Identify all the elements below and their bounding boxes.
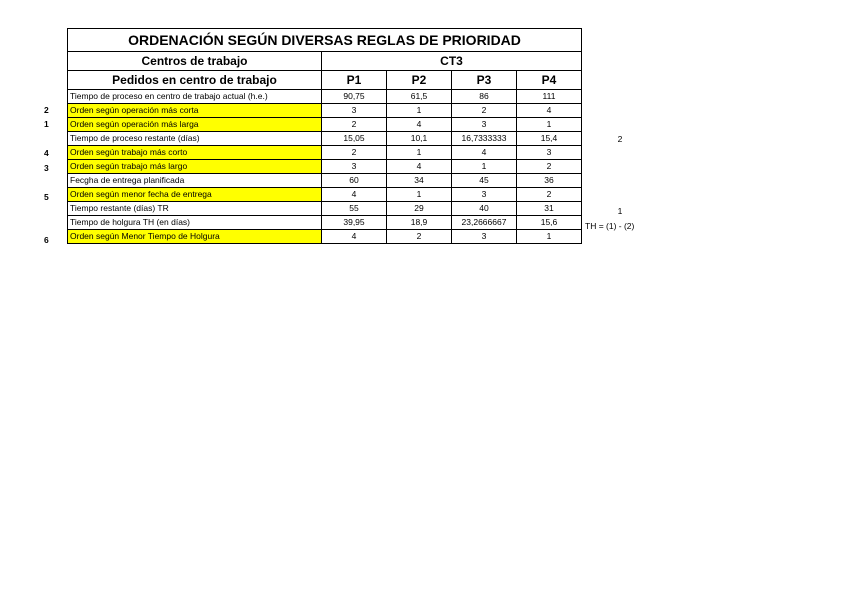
cell-p2[interactable]: 1: [387, 188, 452, 202]
cell-p3[interactable]: 45: [452, 174, 517, 188]
cell-p4[interactable]: 111: [517, 90, 582, 104]
row-label[interactable]: Orden según menor fecha de entrega: [68, 188, 322, 202]
row-number: 3: [44, 162, 49, 173]
cell-p2[interactable]: 4: [387, 118, 452, 132]
pedidos-label[interactable]: Pedidos en centro de trabajo: [68, 71, 322, 90]
cell-p1[interactable]: 90,75: [322, 90, 387, 104]
cell-p3[interactable]: 2: [452, 104, 517, 118]
row-number: 2: [44, 104, 49, 115]
priority-rules-table: [67, 28, 582, 244]
cell-p2[interactable]: 1: [387, 104, 452, 118]
table-row: [68, 118, 582, 132]
table-row: [68, 174, 582, 188]
cell-p3[interactable]: 40: [452, 202, 517, 216]
cell-p2[interactable]: 29: [387, 202, 452, 216]
table-row: [68, 216, 582, 230]
cell-p2[interactable]: 34: [387, 174, 452, 188]
row-label[interactable]: Tiempo de proceso restante (días): [68, 132, 322, 146]
table-row: [68, 188, 582, 202]
cell-p4[interactable]: 1: [517, 118, 582, 132]
row-label[interactable]: Orden según operación más corta: [68, 104, 322, 118]
row-label[interactable]: Orden según trabajo más largo: [68, 160, 322, 174]
cell-p1[interactable]: 2: [322, 146, 387, 160]
cell-p1[interactable]: 39,95: [322, 216, 387, 230]
row-label[interactable]: Orden según trabajo más corto: [68, 146, 322, 160]
cell-p1[interactable]: 15,05: [322, 132, 387, 146]
row-label[interactable]: Fecgha de entrega planificada: [68, 174, 322, 188]
row-number: 6: [44, 235, 49, 245]
cell-p4[interactable]: 15,6: [517, 216, 582, 230]
cell-p1[interactable]: 55: [322, 202, 387, 216]
centros-label[interactable]: Centros de trabajo: [68, 52, 322, 71]
row-number: 4: [44, 148, 49, 158]
row-label[interactable]: Orden según operación más larga: [68, 118, 322, 132]
table-title[interactable]: ORDENACIÓN SEGÚN DIVERSAS REGLAS DE PRIORIDAD: [68, 29, 582, 52]
row-number: 5: [44, 191, 49, 202]
formula-note: TH = (1) - (2): [585, 220, 635, 231]
column-header-p4[interactable]: P4: [517, 71, 582, 90]
cell-p3[interactable]: 3: [452, 230, 517, 244]
cell-p4[interactable]: 2: [517, 160, 582, 174]
cell-p1[interactable]: 4: [322, 188, 387, 202]
cell-p3[interactable]: 4: [452, 146, 517, 160]
cell-p3[interactable]: 1: [452, 160, 517, 174]
cell-p1[interactable]: 60: [322, 174, 387, 188]
cell-p4[interactable]: 1: [517, 230, 582, 244]
table-row: [68, 132, 582, 146]
column-header-p1[interactable]: P1: [322, 71, 387, 90]
column-header-p2[interactable]: P2: [387, 71, 452, 90]
cell-p2[interactable]: 4: [387, 160, 452, 174]
cell-p4[interactable]: 31: [517, 202, 582, 216]
table-row: [68, 146, 582, 160]
cell-p3[interactable]: 3: [452, 118, 517, 132]
row-label[interactable]: Tiempo de proceso en centro de trabajo actual (h.e.): [68, 90, 322, 104]
cell-p2[interactable]: 2: [387, 230, 452, 244]
table-row: [68, 202, 582, 216]
column-header-p3[interactable]: P3: [452, 71, 517, 90]
row-label[interactable]: Orden según Menor Tiempo de Holgura: [68, 230, 322, 244]
cell-p1[interactable]: 3: [322, 104, 387, 118]
centro-value[interactable]: CT3: [322, 52, 582, 71]
cell-p2[interactable]: 61,5: [387, 90, 452, 104]
cell-p4[interactable]: 36: [517, 174, 582, 188]
table-row: [68, 230, 582, 244]
cell-p2[interactable]: 10,1: [387, 132, 452, 146]
cell-p4[interactable]: 2: [517, 188, 582, 202]
cell-p2[interactable]: 1: [387, 146, 452, 160]
cell-p3[interactable]: 23,2666667: [452, 216, 517, 230]
table-row: [68, 104, 582, 118]
cell-p1[interactable]: 3: [322, 160, 387, 174]
cell-p4[interactable]: 15,4: [517, 132, 582, 146]
cell-p4[interactable]: 3: [517, 146, 582, 160]
reference-note: 2: [617, 133, 623, 144]
cell-p3[interactable]: 16,7333333: [452, 132, 517, 146]
cell-p3[interactable]: 3: [452, 188, 517, 202]
row-label[interactable]: Tiempo restante (días) TR: [68, 202, 322, 216]
row-number: 1: [44, 119, 49, 129]
cell-p4[interactable]: 4: [517, 104, 582, 118]
table-row: [68, 160, 582, 174]
cell-p2[interactable]: 18,9: [387, 216, 452, 230]
cell-p3[interactable]: 86: [452, 90, 517, 104]
cell-p1[interactable]: 2: [322, 118, 387, 132]
table-row: [68, 90, 582, 104]
row-label[interactable]: Tiempo de holgura TH (en días): [68, 216, 322, 230]
reference-note: 1: [617, 206, 623, 216]
cell-p1[interactable]: 4: [322, 230, 387, 244]
